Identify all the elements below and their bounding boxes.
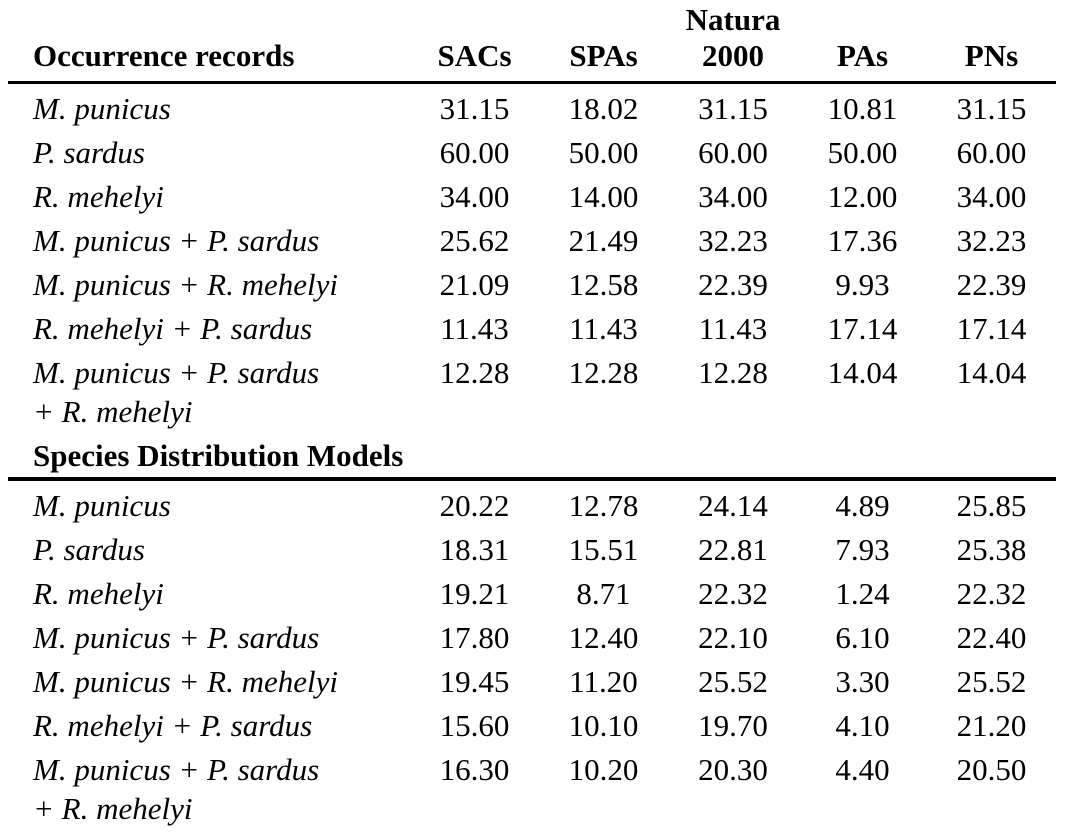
species-name: P. sardus <box>33 532 145 567</box>
cell-natura-2000: 22.81 <box>698 532 768 567</box>
species-name: M. punicus + P. sardus <box>33 752 320 787</box>
section-header-row <box>8 431 1056 479</box>
cell-pns: 22.40 <box>956 620 1027 655</box>
cell-pas: 10.81 <box>827 91 898 126</box>
row-label <box>8 348 410 431</box>
table-row <box>8 613 1056 657</box>
row-label <box>8 216 410 260</box>
cell-pas: 17.36 <box>827 223 898 258</box>
cell-spas: 14.00 <box>568 179 639 214</box>
cell-pas: 7.93 <box>835 532 890 567</box>
cell-pns: 17.14 <box>956 311 1027 346</box>
row-label <box>8 83 410 129</box>
row-label <box>8 260 410 304</box>
species-name: R. mehelyi <box>33 179 164 214</box>
cell-spas: 12.78 <box>568 488 639 523</box>
cell-natura-2000: 60.00 <box>698 135 768 170</box>
column-header-sacs <box>410 0 539 83</box>
cell-spas: 21.49 <box>568 223 639 258</box>
cell-pns: 25.52 <box>956 664 1027 699</box>
cell-pas: 4.10 <box>835 708 890 743</box>
cell-pas: 14.04 <box>827 355 898 390</box>
table-header <box>8 0 1056 83</box>
cell-pns: 25.85 <box>956 488 1027 523</box>
cell-spas: 15.51 <box>568 532 639 567</box>
cell-pns: 31.15 <box>956 91 1027 126</box>
cell-pns: 60.00 <box>956 135 1027 170</box>
cell-pas: 4.89 <box>835 488 890 523</box>
cell-sacs: 11.43 <box>440 311 509 346</box>
table-row <box>8 525 1056 569</box>
cell-sacs: 31.15 <box>439 91 510 126</box>
cell-pas: 12.00 <box>827 179 898 214</box>
column-header-pas <box>798 0 927 83</box>
column-header-label: Occurrence records <box>33 38 295 73</box>
cell-pns: 21.20 <box>956 708 1027 743</box>
cell-sacs: 60.00 <box>439 135 510 170</box>
species-name: M. punicus + R. mehelyi <box>33 664 339 699</box>
cell-pns: 14.04 <box>956 355 1027 390</box>
cell-pns: 32.23 <box>956 223 1027 258</box>
cell-spas: 12.58 <box>568 267 639 302</box>
cell-sacs: 12.28 <box>439 355 510 390</box>
species-name-line2: + R. mehelyi <box>33 394 193 429</box>
cell-natura-2000: 25.52 <box>698 664 768 699</box>
cell-natura-2000: 34.00 <box>698 179 768 214</box>
species-name: R. mehelyi + P. sardus <box>33 311 313 346</box>
cell-pas: 50.00 <box>827 135 898 170</box>
table-row <box>8 657 1056 701</box>
cell-sacs: 25.62 <box>439 223 510 258</box>
header-row <box>8 0 1056 83</box>
species-name: M. punicus <box>33 488 171 523</box>
table-row <box>8 569 1056 613</box>
cell-sacs: 17.80 <box>439 620 510 655</box>
table-row <box>8 304 1056 348</box>
table-row <box>8 348 1056 431</box>
species-name: R. mehelyi + P. sardus <box>33 708 313 743</box>
column-header-label-line2: 2000 <box>702 38 764 73</box>
cell-spas: 18.02 <box>568 91 639 126</box>
table-body <box>8 83 1056 829</box>
cell-pns: 20.50 <box>956 752 1027 787</box>
column-header-pns <box>927 0 1056 83</box>
cell-sacs: 20.22 <box>439 488 510 523</box>
results-table <box>8 0 1056 828</box>
column-header-label: PAs <box>836 38 889 73</box>
species-name: M. punicus + R. mehelyi <box>33 267 339 302</box>
table-row <box>8 701 1056 745</box>
species-name: P. sardus <box>33 135 145 170</box>
cell-spas: 12.28 <box>568 355 639 390</box>
species-name: R. mehelyi <box>33 576 164 611</box>
cell-spas: 50.00 <box>568 135 639 170</box>
cell-pas: 1.24 <box>835 576 890 611</box>
column-header-label: SACs <box>437 38 512 73</box>
row-label <box>8 172 410 216</box>
column-header-label: Natura <box>685 2 781 37</box>
cell-sacs: 21.09 <box>439 267 510 302</box>
cell-natura-2000: 32.23 <box>698 223 768 258</box>
species-name: M. punicus + P. sardus <box>33 620 320 655</box>
column-header-label: PNs <box>964 38 1019 73</box>
table-row <box>8 128 1056 172</box>
cell-natura-2000: 22.10 <box>698 620 768 655</box>
cell-spas: 12.40 <box>568 620 639 655</box>
cell-sacs: 19.45 <box>439 664 510 699</box>
row-label <box>8 525 410 569</box>
table-row <box>8 745 1056 828</box>
cell-spas: 10.10 <box>568 708 639 743</box>
cell-natura-2000: 31.15 <box>698 91 768 126</box>
cell-pas: 6.10 <box>835 620 890 655</box>
table-row <box>8 83 1056 129</box>
cell-spas: 8.71 <box>576 576 631 611</box>
row-label <box>8 745 410 828</box>
row-label <box>8 479 410 525</box>
cell-natura-2000: 19.70 <box>698 708 768 743</box>
cell-sacs: 15.60 <box>439 708 510 743</box>
cell-natura-2000: 12.28 <box>698 355 768 390</box>
row-label <box>8 569 410 613</box>
cell-natura-2000: 24.14 <box>698 488 768 523</box>
cell-spas: 11.43 <box>569 311 638 346</box>
cell-natura-2000: 22.32 <box>698 576 768 611</box>
table-row <box>8 216 1056 260</box>
column-header-occurrence-records <box>8 0 410 83</box>
table-row <box>8 479 1056 525</box>
section-title: Species Distribution Models <box>8 431 1056 479</box>
cell-sacs: 18.31 <box>439 532 510 567</box>
row-label <box>8 304 410 348</box>
cell-sacs: 19.21 <box>439 576 510 611</box>
species-name: M. punicus <box>33 91 171 126</box>
cell-sacs: 34.00 <box>439 179 510 214</box>
species-name: M. punicus + P. sardus <box>33 223 320 258</box>
column-header-label: SPAs <box>569 38 638 73</box>
row-label <box>8 128 410 172</box>
row-label <box>8 613 410 657</box>
table-row <box>8 260 1056 304</box>
cell-pas: 4.40 <box>835 752 890 787</box>
cell-natura-2000: 22.39 <box>698 267 768 302</box>
cell-pns: 34.00 <box>956 179 1027 214</box>
cell-sacs: 16.30 <box>439 752 510 787</box>
cell-pas: 9.93 <box>835 267 890 302</box>
row-label <box>8 657 410 701</box>
species-name: M. punicus + P. sardus <box>33 355 320 390</box>
cell-spas: 10.20 <box>568 752 639 787</box>
cell-pas: 3.30 <box>835 664 890 699</box>
cell-natura-2000: 11.43 <box>698 311 768 346</box>
cell-pas: 17.14 <box>827 311 898 346</box>
table-row <box>8 172 1056 216</box>
species-name-line2: + R. mehelyi <box>33 791 193 826</box>
column-header-spas <box>539 0 668 83</box>
row-label <box>8 701 410 745</box>
cell-natura-2000: 20.30 <box>698 752 768 787</box>
cell-pns: 25.38 <box>956 532 1027 567</box>
cell-pns: 22.39 <box>956 267 1027 302</box>
cell-pns: 22.32 <box>956 576 1027 611</box>
cell-spas: 11.20 <box>569 664 638 699</box>
column-header-natura-2000 <box>668 0 798 83</box>
